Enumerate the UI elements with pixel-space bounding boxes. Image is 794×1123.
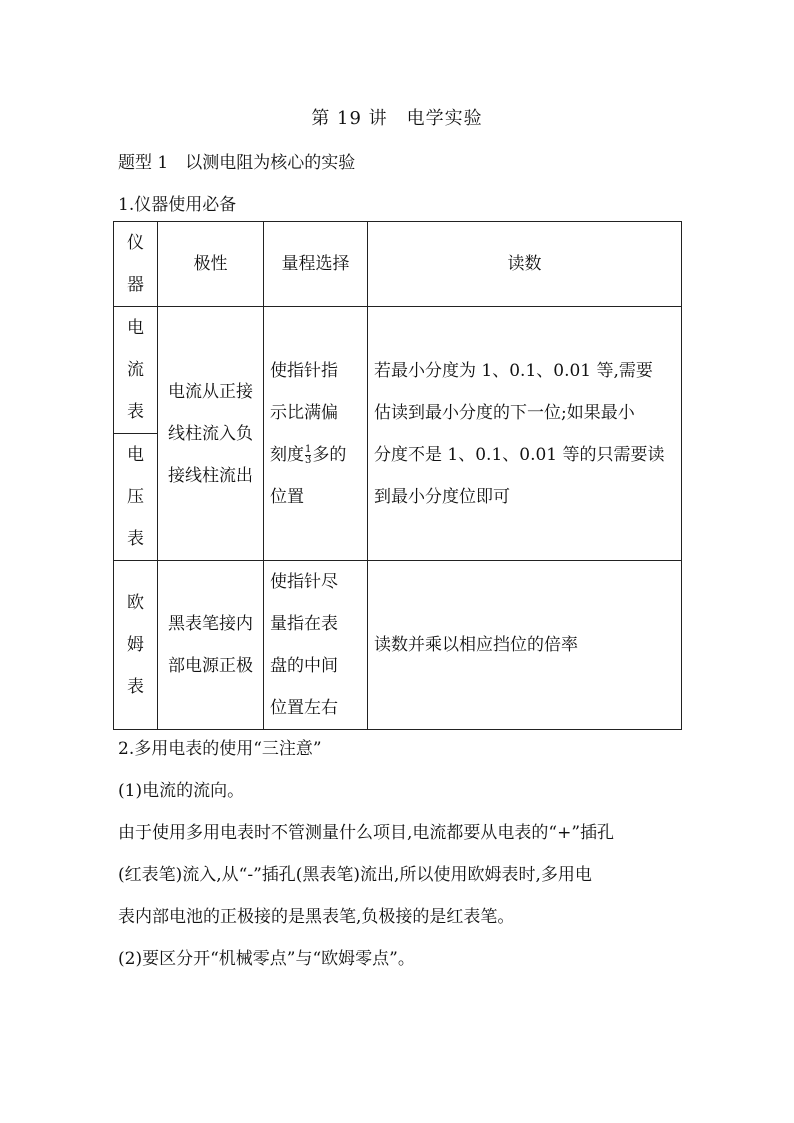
paragraph-2-line-3: 表内部电池的正极接的是黑表笔,负极接的是红表笔。 bbox=[118, 907, 515, 927]
paragraph-1: (1)电流的流向。 bbox=[118, 781, 245, 801]
header-instrument: 仪 器 bbox=[114, 222, 158, 307]
one-third-fraction: $\frac{1}{3}$ bbox=[305, 443, 312, 466]
header-range: 量程选择 bbox=[264, 222, 368, 307]
cell-voltmeter: 电 压 表 bbox=[114, 434, 158, 561]
subsection-heading-2: 2.多用电表的使用“三注意” bbox=[118, 739, 322, 759]
header-polarity: 极性 bbox=[158, 222, 264, 307]
cell-ohmmeter: 欧 姆 表 bbox=[114, 561, 158, 730]
subsection-heading-1: 1.仪器使用必备 bbox=[118, 195, 237, 215]
table-row-ohmmeter bbox=[114, 561, 682, 730]
section-heading: 题型 1 以测电阻为核心的实验 bbox=[118, 153, 356, 173]
paragraph-2-line-2: (红表笔)流入,从“-”插孔(黑表笔)流出,所以使用欧姆表时,多用电 bbox=[118, 865, 592, 885]
cell-range-ohm: 使指针尽 量指在表 盘的中间 位置左右 bbox=[264, 561, 368, 730]
cell-ammeter: 电 流 表 bbox=[114, 307, 158, 434]
paragraph-2-line-1: 由于使用多用电表时不管测量什么项目,电流都要从电表的“+”插孔 bbox=[118, 823, 615, 843]
cell-reading-av: 若最小分度为 1、0.1、0.01 等,需要 估读到最小分度的下一位;如果最小 分度不是 1、0.1、0.01 等的只需要读 到最小分度位即可 bbox=[368, 307, 682, 561]
paragraph-3: (2)要区分开“机械零点”与“欧姆零点”。 bbox=[118, 949, 415, 969]
cell-polarity-ohm: 黑表笔接内 部电源正极 bbox=[158, 561, 264, 730]
instrument-table bbox=[113, 221, 682, 730]
table-row-ammeter bbox=[114, 307, 682, 434]
table-header-row bbox=[114, 222, 682, 307]
cell-polarity-av: 电流从正接 线柱流入负 接线柱流出 bbox=[158, 307, 264, 561]
cell-reading-ohm: 读数并乘以相应挡位的倍率 bbox=[368, 561, 682, 730]
header-reading: 读数 bbox=[368, 222, 682, 307]
cell-range-av: 使指针指 示比满偏 刻度 $\frac{1}{3}$ 多的 位置 bbox=[264, 307, 368, 561]
page-title: 第 19 讲 电学实验 bbox=[311, 108, 483, 129]
